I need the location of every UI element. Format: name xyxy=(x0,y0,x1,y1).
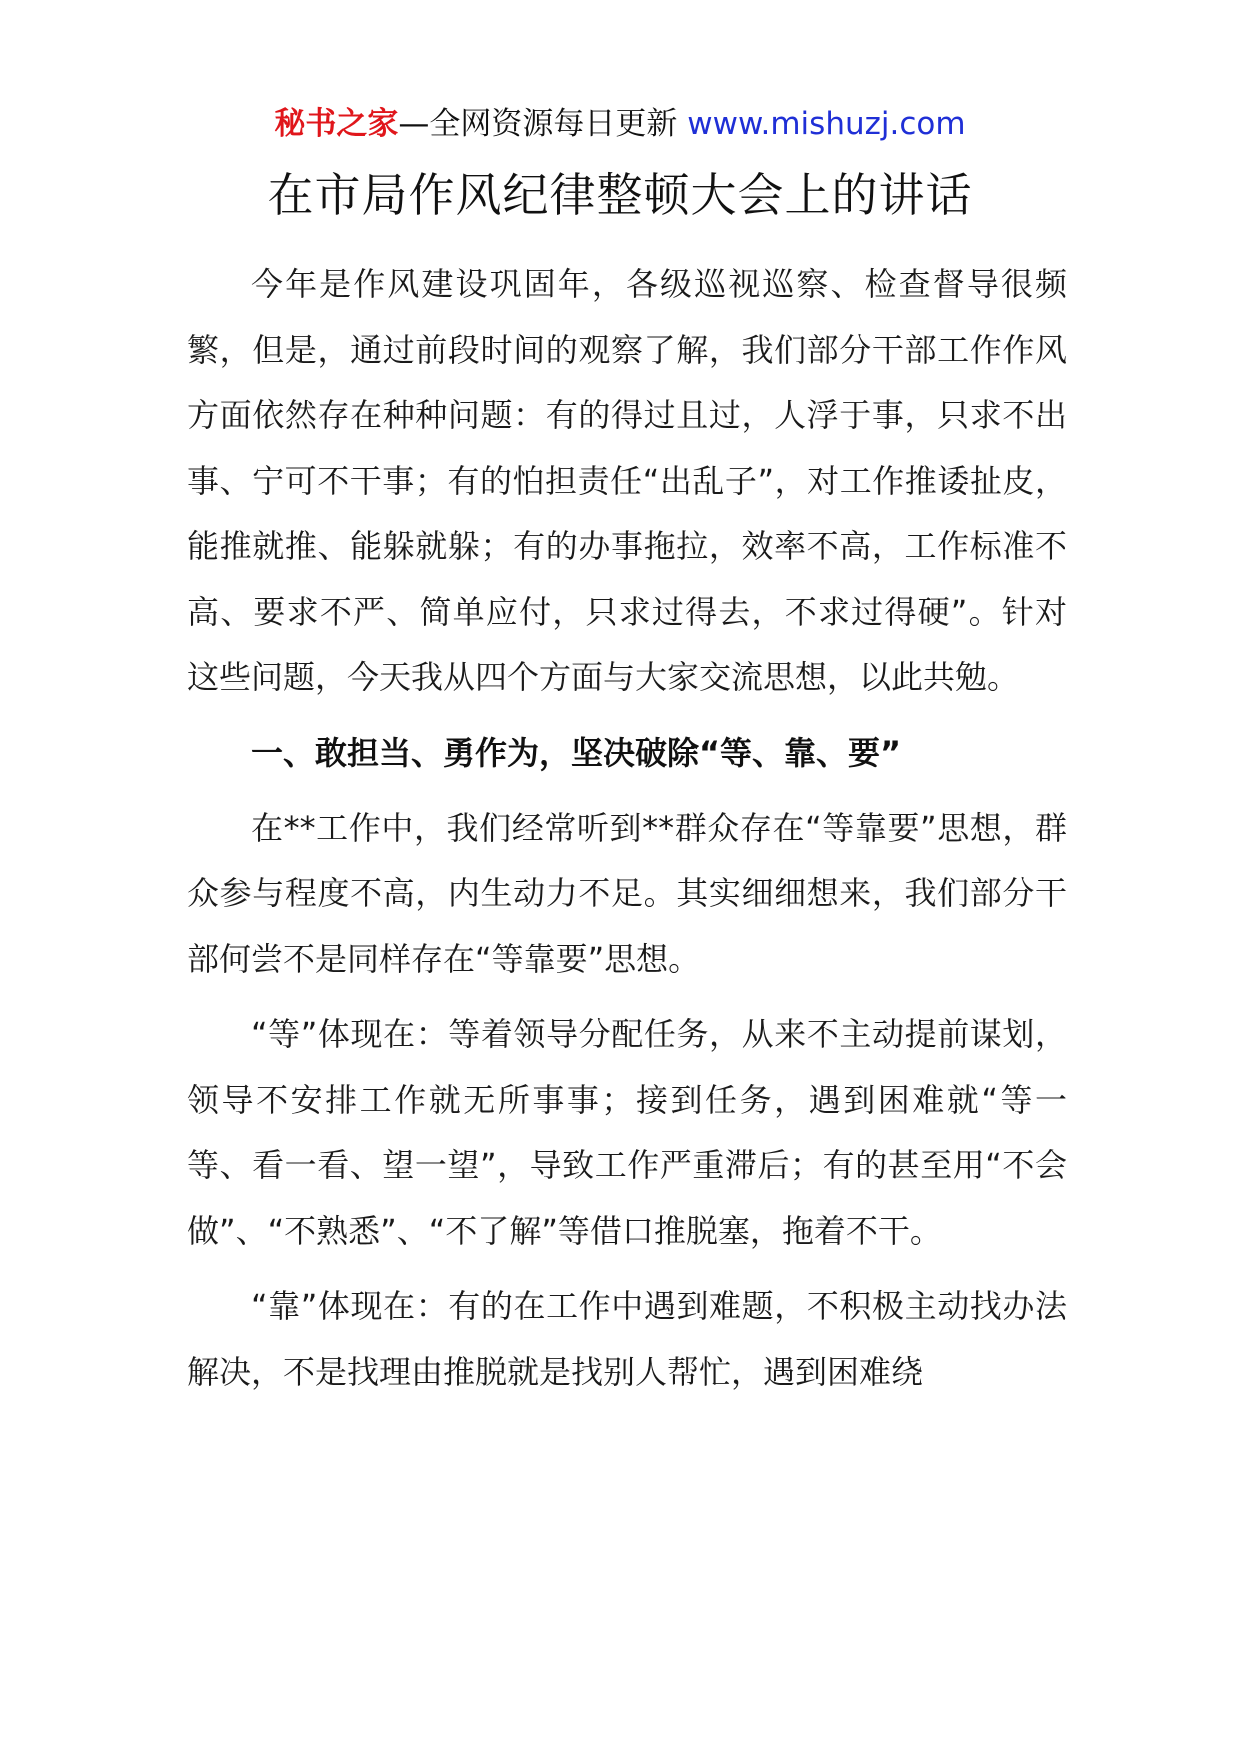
document-body xyxy=(187,252,1067,1415)
section-heading: 一、敢担当、勇作为，坚决破除“等、靠、要” xyxy=(251,733,902,772)
section-paragraph: “靠”体现在：有的在工作中遇到难题，不积极主动找办法解决，不是找理由推脱就是找别人帮忙，遇到困难绕 xyxy=(187,1287,1067,1391)
site-tagline: —全网资源每日更新 xyxy=(398,106,688,142)
document-title: 在市局作风纪律整顿大会上的讲话 xyxy=(267,168,973,222)
section-paragraph: “等”体现在：等着领导分配任务，从来不主动提前谋划，领导不安排工作就无所事事；接到任务，遇到困难就“等一等、看一看、望一望”，导致工作严重滞后；有的甚至用“不会做”、“不熟悉”、“不了解”等借口推脱塞，拖着不干。 xyxy=(187,1015,1067,1250)
intro-paragraph: 今年是作风建设巩固年，各级巡视巡察、检查督导很频繁，但是，通过前段时间的观察了解，我们部分干部工作作风方面依然存在种种问题：有的得过且过，人浮于事，只求不出事、宁可不干事；有的怕担责任“出乱子”，对工作推诿扯皮，能推就推、能躲就躲；有的办事拖拉，效率不高，工作标准不高、要求不严、简单应付，只求过得去，不求过得硬”。针对这些问题，今天我从四个方面与大家交流思想，以此共勉。 xyxy=(187,265,1067,696)
section-paragraph: 在**工作中，我们经常听到**群众存在“等靠要”思想，群众参与程度不高，内生动力不足。其实细细想来，我们部分干部何尝不是同样存在“等靠要”思想。 xyxy=(187,808,1067,978)
site-url-link[interactable]: www.mishuzj.com xyxy=(687,106,966,142)
site-header xyxy=(0,100,1240,148)
site-brand: 秘书之家 xyxy=(274,106,399,142)
